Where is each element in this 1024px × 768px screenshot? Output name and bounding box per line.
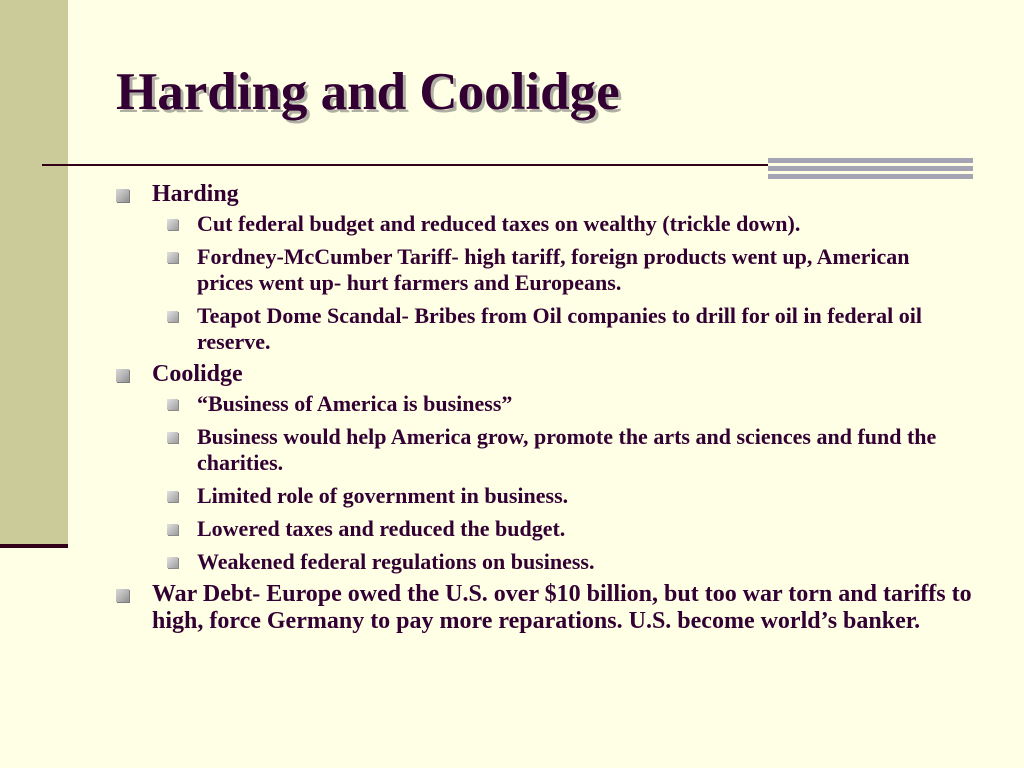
small-square-bullet-icon [167, 524, 178, 535]
left-decorative-bar [0, 0, 68, 544]
sub-bullet-item [116, 303, 976, 355]
small-square-bullet-icon [167, 557, 178, 568]
sub-bullet-item [116, 244, 976, 296]
sub-bullet-list [152, 391, 976, 575]
small-square-bullet-icon [167, 252, 178, 263]
bullet-text: Harding [152, 181, 239, 207]
sub-bullet-item [116, 424, 976, 476]
slide-title: Harding and Coolidge [116, 63, 620, 121]
sub-bullet-item [116, 211, 976, 237]
sub-bullet-item [116, 391, 976, 417]
sub-bullet-text: Limited role of government in business. [197, 483, 569, 508]
sub-bullet-item [116, 483, 976, 509]
bullet-text: War Debt- Europe owed the U.S. over $10 billion, but too war torn and tariffs to high, force Germany to pay more reparations. U.S. become world’s banker. [152, 581, 972, 634]
bullet-text: Coolidge [152, 361, 243, 387]
sub-bullet-item [116, 516, 976, 542]
sub-bullet-list [152, 211, 976, 355]
bullet-item-coolidge [116, 361, 976, 575]
slide-body [116, 181, 976, 635]
bullet-item-war-debt [116, 581, 976, 635]
square-bullet-icon [116, 369, 129, 382]
small-square-bullet-icon [167, 399, 178, 410]
bullet-item-harding [116, 181, 976, 355]
decorative-striped-block [768, 158, 973, 180]
sub-bullet-text: “Business of America is business” [197, 391, 513, 416]
small-square-bullet-icon [167, 432, 178, 443]
sub-bullet-item [116, 549, 976, 575]
square-bullet-icon [116, 589, 129, 602]
sub-bullet-text: Weakened federal regulations on business. [197, 549, 595, 574]
small-square-bullet-icon [167, 491, 178, 502]
left-bar-rule [0, 544, 68, 548]
sub-bullet-text: Business would help America grow, promote the arts and sciences and fund the charities. [197, 424, 937, 475]
sub-bullet-text: Fordney-McCumber Tariff- high tariff, foreign products went up, American prices went up- hurt farmers and Europeans. [197, 244, 910, 295]
sub-bullet-text: Teapot Dome Scandal- Bribes from Oil companies to drill for oil in federal oil reserve. [197, 303, 922, 354]
sub-bullet-text: Lowered taxes and reduced the budget. [197, 516, 566, 541]
square-bullet-icon [116, 189, 129, 202]
sub-bullet-text: Cut federal budget and reduced taxes on wealthy (trickle down). [197, 211, 801, 236]
small-square-bullet-icon [167, 219, 178, 230]
small-square-bullet-icon [167, 311, 178, 322]
bullet-list [116, 181, 976, 635]
